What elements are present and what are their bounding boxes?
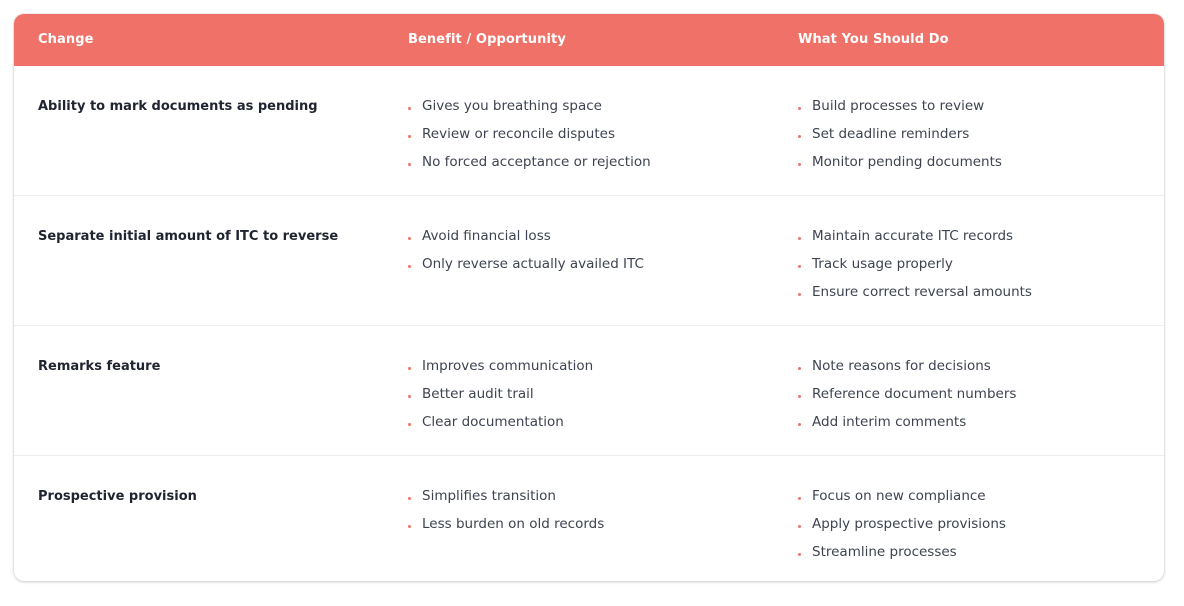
- list-item: [408, 518, 768, 546]
- bullet-icon: [408, 163, 411, 166]
- list-item: [798, 286, 1138, 314]
- bullet-icon: [798, 265, 801, 268]
- list-item-text: Only reverse actually availed ITC: [422, 256, 644, 272]
- change-text: Prospective provision: [38, 489, 197, 504]
- list-item: [408, 128, 768, 156]
- list-item-text: Simplifies transition: [422, 488, 556, 504]
- benefit-cell: [408, 230, 768, 286]
- bullet-icon: [408, 107, 411, 110]
- list-item-text: Ensure correct reversal amounts: [812, 284, 1032, 300]
- bullet-icon: [798, 163, 801, 166]
- bullet-icon: [408, 237, 411, 240]
- action-cell: [798, 230, 1138, 314]
- action-list: [798, 360, 1138, 444]
- list-item-text: Set deadline reminders: [812, 126, 970, 142]
- bullet-icon: [798, 367, 801, 370]
- list-item: [408, 360, 768, 388]
- bullet-icon: [798, 395, 801, 398]
- table-header: [14, 14, 1164, 66]
- bullet-icon: [408, 265, 411, 268]
- list-item: [798, 230, 1138, 258]
- action-list: [798, 230, 1138, 314]
- benefit-list: [408, 360, 768, 444]
- list-item: [798, 100, 1138, 128]
- header-benefit: Benefit / Opportunity: [408, 32, 566, 47]
- table-row: [14, 326, 1164, 456]
- action-cell: [798, 100, 1138, 184]
- bullet-icon: [798, 423, 801, 426]
- list-item: [408, 258, 768, 286]
- bullet-icon: [798, 135, 801, 138]
- list-item: [408, 156, 768, 184]
- list-item: [798, 156, 1138, 184]
- bullet-icon: [798, 237, 801, 240]
- benefit-cell: [408, 100, 768, 184]
- list-item-text: Apply prospective provisions: [812, 516, 1006, 532]
- bullet-icon: [408, 423, 411, 426]
- list-item: [408, 230, 768, 258]
- change-cell: [38, 360, 378, 373]
- list-item-text: Improves communication: [422, 358, 594, 374]
- list-item-text: Monitor pending documents: [812, 154, 1002, 170]
- change-text: Ability to mark documents as pending: [38, 99, 318, 114]
- bullet-icon: [798, 525, 801, 528]
- action-list: [798, 490, 1138, 574]
- list-item-text: Less burden on old records: [422, 516, 605, 532]
- header-change: Change: [38, 32, 94, 47]
- bullet-icon: [798, 497, 801, 500]
- change-cell: [38, 230, 378, 243]
- action-list: [798, 100, 1138, 184]
- list-item: [798, 388, 1138, 416]
- list-item-text: Streamline processes: [812, 544, 957, 560]
- list-item-text: Reference document numbers: [812, 386, 1017, 402]
- header-action: What You Should Do: [798, 32, 949, 47]
- action-cell: [798, 360, 1138, 444]
- list-item-text: Gives you breathing space: [422, 98, 602, 114]
- list-item: [798, 128, 1138, 156]
- list-item-text: Note reasons for decisions: [812, 358, 991, 374]
- list-item-text: Track usage properly: [812, 256, 953, 272]
- bullet-icon: [798, 293, 801, 296]
- benefit-list: [408, 230, 768, 286]
- bullet-icon: [408, 497, 411, 500]
- table-row: [14, 196, 1164, 326]
- bullet-icon: [408, 525, 411, 528]
- benefit-list: [408, 100, 768, 184]
- table-row: [14, 456, 1164, 581]
- list-item: [408, 490, 768, 518]
- list-item-text: Add interim comments: [812, 414, 967, 430]
- list-item-text: Avoid financial loss: [422, 228, 551, 244]
- list-item: [798, 490, 1138, 518]
- change-text: Remarks feature: [38, 359, 161, 374]
- list-item-text: Review or reconcile disputes: [422, 126, 615, 142]
- change-text: Separate initial amount of ITC to reverse: [38, 229, 339, 244]
- table-row: [14, 66, 1164, 196]
- bullet-icon: [798, 107, 801, 110]
- bullet-icon: [408, 135, 411, 138]
- benefit-cell: [408, 360, 768, 444]
- list-item-text: No forced acceptance or rejection: [422, 154, 651, 170]
- list-item: [408, 416, 768, 444]
- benefit-cell: [408, 490, 768, 546]
- list-item: [798, 518, 1138, 546]
- comparison-table: [14, 14, 1164, 581]
- benefit-list: [408, 490, 768, 546]
- bullet-icon: [798, 553, 801, 556]
- list-item: [408, 388, 768, 416]
- action-cell: [798, 490, 1138, 574]
- list-item-text: Build processes to review: [812, 98, 985, 114]
- list-item: [408, 100, 768, 128]
- list-item-text: Better audit trail: [422, 386, 534, 402]
- change-cell: [38, 100, 378, 113]
- list-item: [798, 416, 1138, 444]
- change-cell: [38, 490, 378, 503]
- bullet-icon: [408, 395, 411, 398]
- bullet-icon: [408, 367, 411, 370]
- list-item: [798, 546, 1138, 574]
- list-item-text: Maintain accurate ITC records: [812, 228, 1014, 244]
- list-item-text: Focus on new compliance: [812, 488, 986, 504]
- list-item: [798, 360, 1138, 388]
- list-item: [798, 258, 1138, 286]
- list-item-text: Clear documentation: [422, 414, 564, 430]
